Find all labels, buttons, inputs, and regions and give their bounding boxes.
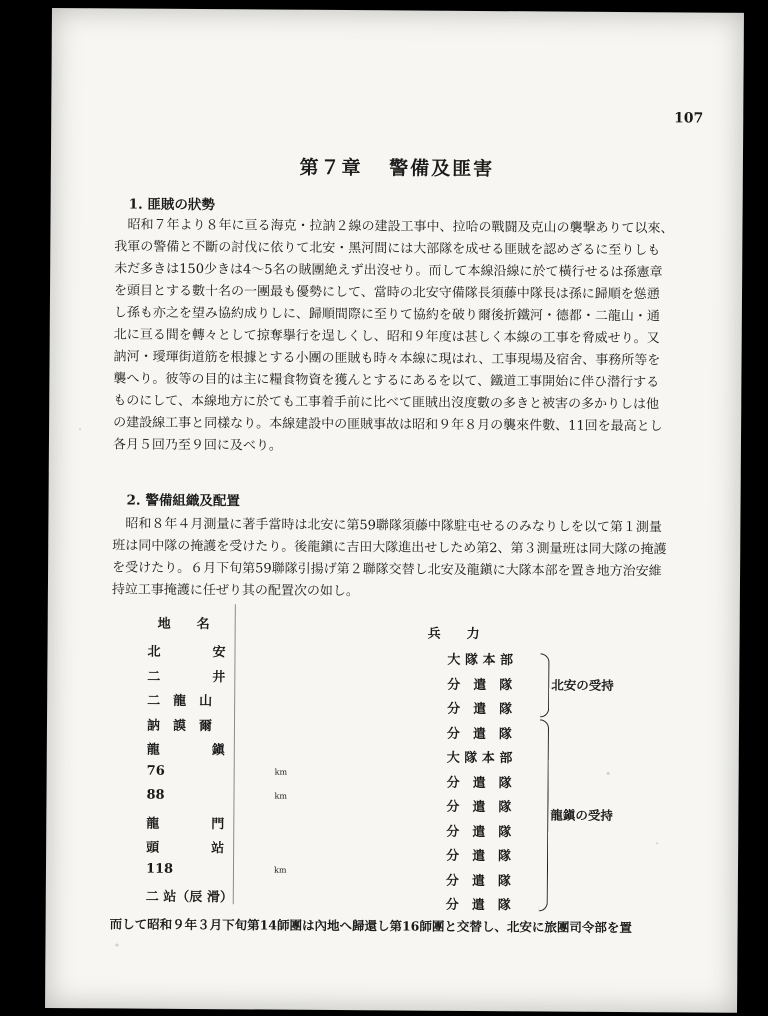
- speckle: [115, 943, 118, 946]
- table-cell-place: 118: [145, 861, 174, 877]
- speckle: [79, 428, 81, 430]
- table-cell-force: 分 遣 隊: [446, 775, 512, 791]
- table-cell-force: 分 遣 隊: [445, 897, 511, 914]
- text-line: を頭目とする數十名の一團最も優勢にして、當時の北安守備隊長須藤中隊長は孫に歸順を慫慂: [113, 283, 660, 303]
- table-cell-place: 訥 謨 爾: [146, 718, 213, 734]
- table-cell-force: 分 遣 隊: [446, 799, 512, 816]
- text-line: 我軍の警備と不斷の討伐に依りて北安・黑河間には大部隊を成せる匪賊を認めざるに至りしも: [114, 239, 661, 259]
- chapter-title: [51, 151, 743, 183]
- text-line: 昭和７年より８年に亘る海克・拉訥２線の建設工事中、拉哈の戰闘及克山の襲撃ありて以來、: [127, 217, 674, 237]
- table-cell-force: 分 遣 隊: [446, 726, 513, 742]
- column-header-place: 地 名: [157, 616, 210, 633]
- chapter-name: 警備及匪害: [389, 157, 495, 181]
- table-cell-place: 頭 站: [146, 840, 225, 857]
- table-cell-force: 大 隊 本 部: [446, 750, 513, 767]
- table-cell-place: 北 安: [147, 644, 226, 661]
- text-line: 昭和８年４月測量に著手當時は北安に第59聯隊須藤中隊駐屯せるのみなりしを以て第１測量: [125, 516, 662, 536]
- table-cell-force: 分 遣 隊: [446, 824, 512, 840]
- table-cell-force: 分 遣 隊: [447, 677, 513, 693]
- section-2-heading: 2. 警備組織及配置: [126, 492, 240, 510]
- text-line: 北に亘る間を轉々として掠奪擧行を逞しくし、昭和９年度は甚しく本線の工事を脅威せり。又: [113, 327, 660, 347]
- text-line: の建設線工事と同樣なり。本線建設中の匪賊事故は昭和９年８月の襲來件數、11回を最高とし: [113, 415, 663, 435]
- table-cell-force: 分 遣 隊: [445, 873, 511, 889]
- text-line: 未だ多きは150少きは4～5名の賊團絶えず出沒せり。而して本線沿線に於て橫行せるは孫憲章: [114, 261, 663, 281]
- text-line: 訥河・璦琿街道筋を根據とする小團の匪賊も時々本線に現はれ、工事現場及宿舍、事務所等を: [113, 349, 661, 369]
- group-label-longzhen: 龍鎭の受持: [550, 807, 613, 823]
- section-2-body: [112, 513, 673, 605]
- text-line: 持竝工事掩護に任ぜり其の配置次の如し。: [111, 582, 360, 600]
- text-line: 襲へり。彼等の目的は主に糧食物資を獲んとするにあるを以て、鐵道工事開始に伴ひ潜行する: [113, 371, 660, 391]
- table-cell-place: 二 站（辰 滑）: [145, 889, 233, 906]
- text-line: し孫も亦之を望み協約成りしに、歸順間際に至りて協約を破り爾後折鐵河・德都・二龍山・通: [113, 305, 660, 325]
- group-label-beian: 北安の受持: [551, 677, 614, 693]
- chapter-number: 第７章: [299, 156, 363, 180]
- text-line: ものにして、本線地方に於ても工事着手前に比べて匪賊出沒度數の多きと被害の多かりしは他: [113, 393, 660, 413]
- garrison-table: [146, 613, 618, 916]
- text-line: 班は同中隊の掩護を受けたり。後龍鎭に吉田大隊進出せしため第2、第３測量班は同大隊の掩護: [112, 538, 667, 558]
- table-cell-place: 二 井: [147, 669, 226, 685]
- section-1-body: [113, 214, 675, 460]
- table-cell-unit: km: [274, 767, 288, 777]
- brace-longzhen: [539, 719, 549, 911]
- section-1-heading: 1. 匪賊の狀勢: [128, 196, 215, 214]
- table-cell-place: 二 龍 山: [147, 693, 213, 710]
- table-cell-unit: km: [273, 865, 287, 875]
- speckle: [656, 842, 658, 844]
- text-line: を受けたり。６月下旬第59聯隊引揚げ第２聯隊交替し北安及龍鎭に大隊本部を置き地方治安維: [112, 560, 662, 580]
- table-cell-force: 分 遣 隊: [447, 701, 513, 718]
- table-cell-place: 龍 門: [146, 816, 225, 832]
- continuation-line: 而して昭和９年３月下旬第14師團は內地へ歸還し第16師團と交替し、北安に旅團司令部を置: [109, 916, 632, 936]
- brace-beian: [540, 653, 549, 717]
- table-cell-force: 分 遣 隊: [446, 848, 512, 865]
- text-line: 各月５回乃至９回に及べり。: [112, 437, 283, 454]
- table-cell-place: 88: [146, 787, 165, 803]
- page-number: 107: [673, 110, 704, 127]
- table-cell-place: 76: [146, 763, 165, 779]
- table-cell-place: 龍 鎭: [146, 742, 225, 759]
- column-header-force: 兵 力: [427, 626, 480, 643]
- table-cell-force: 大 隊 本 部: [447, 652, 514, 669]
- document-page: [45, 8, 744, 1013]
- table-cell-unit: km: [274, 791, 287, 801]
